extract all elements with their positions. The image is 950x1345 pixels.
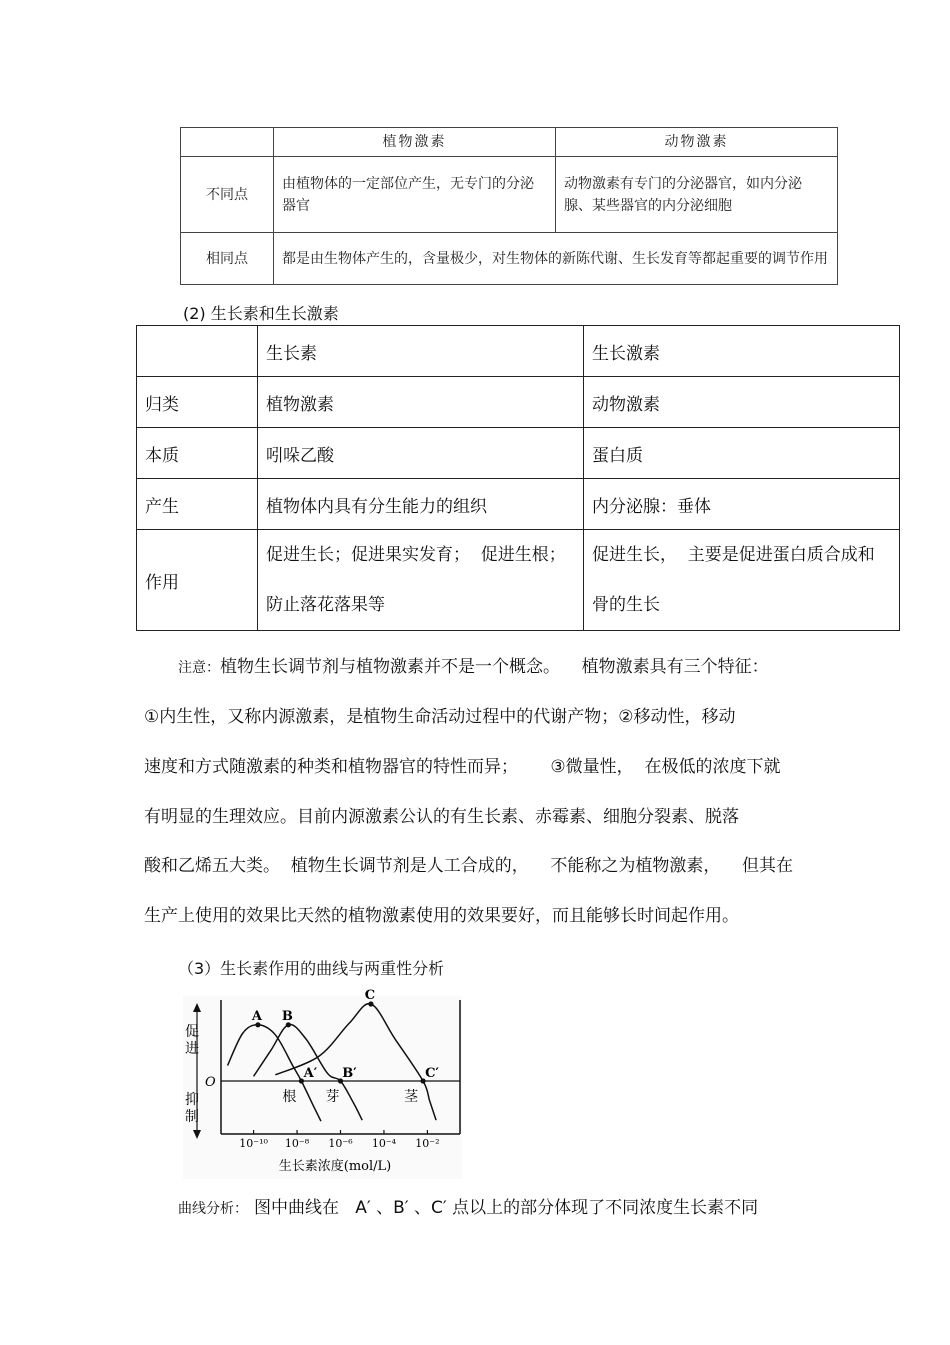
note-line-2: ①内生性，又称内源激素，是植物生命活动过程中的代谢产物；②移动性，移动 xyxy=(144,707,736,727)
table2-header-gh: 生长激素 xyxy=(584,326,900,377)
chart-y-arrow-down xyxy=(193,1130,201,1139)
table2-label-origin: 产生 xyxy=(137,479,258,530)
zero-label-root: A′ xyxy=(303,1066,318,1081)
peak-label-bud: B xyxy=(281,1008,293,1024)
table1-label-similarity: 相同点 xyxy=(181,233,274,285)
x-tick-label: 10⁻² xyxy=(415,1137,440,1150)
table2-gh-nature: 蛋白质 xyxy=(584,428,900,479)
auxin-dose-response-chart xyxy=(183,988,462,1179)
note-line-5: 酸和乙烯五大类。 植物生长调节剂是人工合成的， 不能称之为植物激素， 但其在 xyxy=(144,856,794,876)
organ-label-bud: 芽 xyxy=(325,1089,340,1105)
table1-corner xyxy=(181,128,274,157)
note-line-6: 生产上使用的效果比天然的植物激素使用的效果要好，而且能够长时间起作用。 xyxy=(144,906,739,926)
x-tick-label: 10⁻⁴ xyxy=(371,1137,397,1150)
chart-ylabel-bottom: 抑制 xyxy=(185,1092,199,1125)
table1-header-plant: 植物激素 xyxy=(274,128,556,157)
table2-label-category: 归类 xyxy=(137,377,258,428)
organ-label-stem: 茎 xyxy=(404,1089,419,1105)
x-tick-label: 10⁻⁶ xyxy=(328,1137,353,1150)
table2-gh-function-line1: 促进生长， 主要是促进蛋白质合成和 xyxy=(592,545,875,565)
table2-auxin-category: 植物激素 xyxy=(258,377,584,428)
table2-auxin-function-line2: 防止落花落果等 xyxy=(266,595,385,615)
table2-label-function: 作用 xyxy=(137,530,258,631)
chart-svg xyxy=(183,988,462,1179)
table1-header-animal: 动物激素 xyxy=(556,128,838,157)
table2-header-auxin: 生长素 xyxy=(258,326,584,377)
section3-title: （3）生长素作用的曲线与两重性分析 xyxy=(178,959,445,978)
auxin-vs-growth-hormone-table xyxy=(136,325,900,631)
chart-origin-label: O xyxy=(205,1075,216,1090)
table2-label-nature: 本质 xyxy=(137,428,258,479)
x-tick-label: 10⁻⁸ xyxy=(284,1137,310,1150)
table2-gh-function xyxy=(584,530,900,631)
x-tick-label: 10⁻¹⁰ xyxy=(239,1137,268,1150)
note-line-1-text: 植物生长调节剂与植物激素并不是一个概念。 植物激素具有三个特征： xyxy=(220,657,769,677)
note-line-4: 有明显的生理效应。目前内源激素公认的有生长素、赤霉素、细胞分裂素、脱落 xyxy=(144,807,739,827)
analysis-line xyxy=(178,1198,758,1219)
analysis-text: 图中曲线在 A′ 、B′ 、C′ 点以上的部分体现了不同浓度生长素不同 xyxy=(254,1198,759,1218)
peak-label-root: A xyxy=(251,1008,262,1024)
note-prefix: 注意： xyxy=(178,660,220,676)
table2-corner xyxy=(137,326,258,377)
table2-auxin-function-line1: 促进生长；促进果实发育； 促进生根； xyxy=(266,545,566,565)
chart-ylabel-top: 促进 xyxy=(185,1024,199,1057)
zero-label-stem: C′ xyxy=(425,1066,439,1081)
table1-animal-difference: 动物激素有专门的分泌器官，如内分泌腺、某些器官的内分泌细胞 xyxy=(556,157,838,233)
plant-vs-animal-hormone-table xyxy=(180,127,838,285)
table2-gh-category: 动物激素 xyxy=(584,377,900,428)
table2-auxin-nature: 吲哚乙酸 xyxy=(258,428,584,479)
table2-auxin-origin: 植物体内具有分生能力的组织 xyxy=(258,479,584,530)
organ-label-root: 根 xyxy=(282,1089,297,1105)
table2-gh-function-line2: 骨的生长 xyxy=(592,595,660,615)
table2-auxin-function xyxy=(258,530,584,631)
chart-xlabel: 生长素浓度(mol/L) xyxy=(278,1159,392,1174)
analysis-prefix: 曲线分析： xyxy=(178,1201,248,1217)
zero-label-bud: B′ xyxy=(342,1066,357,1081)
table1-label-difference: 不同点 xyxy=(181,157,274,233)
peak-label-stem: C xyxy=(364,988,376,1003)
table1-similarity: 都是由生物体产生的，含量极少，对生物体的新陈代谢、生长发育等都起重要的调节作用 xyxy=(274,233,838,285)
table2-gh-origin: 内分泌腺：垂体 xyxy=(584,479,900,530)
note-line-1 xyxy=(178,657,769,678)
chart-x-ticks xyxy=(239,1130,439,1150)
note-line-3: 速度和方式随激素的种类和植物器官的特性而异； ③微量性， 在极低的浓度下就 xyxy=(144,757,781,777)
section2-title: (2) 生长素和生长激素 xyxy=(183,304,339,323)
table1-plant-difference: 由植物体的一定部位产生，无专门的分泌器官 xyxy=(274,157,556,233)
chart-y-arrow-up xyxy=(193,1003,201,1012)
chart-curves xyxy=(228,988,440,1121)
